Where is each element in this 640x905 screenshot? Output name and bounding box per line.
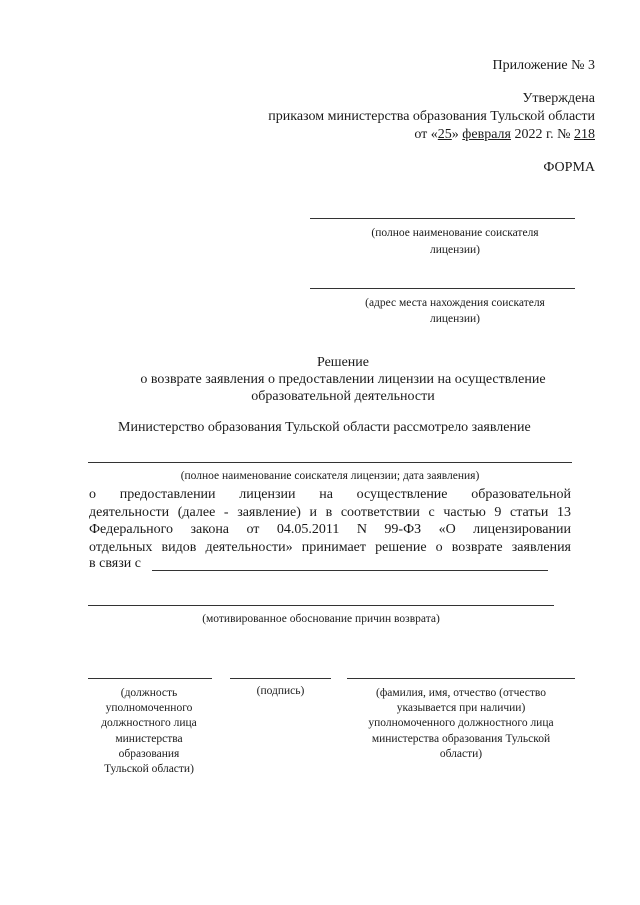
approved-label: Утверждена bbox=[522, 91, 595, 106]
fullname-caption: (фамилия, имя, отчество (отчество указывается при наличии) уполномоченного должностного лица министерства образования Тульской области) bbox=[368, 687, 554, 760]
order-date bbox=[414, 128, 595, 142]
paragraph-line-2: деятельности (далее - заявление) и в соответствии с частью 9 статьи 13 bbox=[89, 504, 571, 520]
paragraph-line-1: о предоставлении лицензии на осуществление образовательной bbox=[89, 487, 571, 502]
decision-subtitle-2: образовательной деятельности bbox=[251, 389, 435, 404]
applicant-name-line[interactable] bbox=[310, 218, 575, 219]
applicant-address-caption-2: лицензии) bbox=[430, 313, 480, 325]
applicant-address-caption-1: (адрес места нахождения соискателя bbox=[365, 297, 545, 309]
signature-line[interactable] bbox=[230, 678, 331, 679]
signature-caption: (подпись) bbox=[256, 685, 305, 697]
paragraph-line-4: отдельных видов деятельности» принимает решение о возврате заявления bbox=[89, 539, 571, 555]
decision-paragraph bbox=[89, 486, 571, 556]
applicant-address-line[interactable] bbox=[310, 288, 575, 289]
date-day: 25 bbox=[437, 127, 452, 142]
intro-text: Министерство образования Тульской области рассмотрело заявление bbox=[118, 420, 531, 435]
date-year: 2022 г. № bbox=[510, 127, 574, 142]
position-line[interactable] bbox=[88, 678, 212, 679]
date-prefix: от « bbox=[414, 127, 438, 142]
paragraph-line-3: Федерального закона от 04.05.2011 N 99-ФЗ «О лицензировании bbox=[89, 522, 571, 537]
reason-caption: (мотивированное обоснование причин возврата) bbox=[202, 613, 440, 625]
position-caption: (должность уполномоченного должностного лица министерства образования Тульской области) bbox=[101, 687, 197, 776]
order-line: приказом министерства образования Тульской области bbox=[268, 109, 595, 124]
due-to-label: в связи с bbox=[89, 556, 141, 571]
date-sep: » bbox=[451, 127, 463, 142]
decision-title: Решение bbox=[316, 355, 369, 370]
intro-caption: (полное наименование соискателя лицензии; дата заявления) bbox=[180, 470, 480, 482]
order-number: 218 bbox=[574, 127, 595, 142]
fullname-line[interactable] bbox=[347, 678, 575, 679]
reason-line-1[interactable] bbox=[152, 570, 548, 571]
applicant-name-caption-1: (полное наименование соискателя bbox=[371, 227, 539, 239]
reason-line-2[interactable] bbox=[88, 605, 554, 606]
applicant-name-caption-2: лицензии) bbox=[430, 244, 480, 256]
decision-subtitle-1: о возврате заявления о предоставлении лицензии на осуществление bbox=[140, 372, 546, 387]
form-label: ФОРМА bbox=[543, 160, 595, 175]
appendix-number: Приложение № 3 bbox=[492, 58, 595, 73]
applicant-date-line[interactable] bbox=[88, 462, 572, 463]
date-month: февраля bbox=[462, 127, 511, 142]
